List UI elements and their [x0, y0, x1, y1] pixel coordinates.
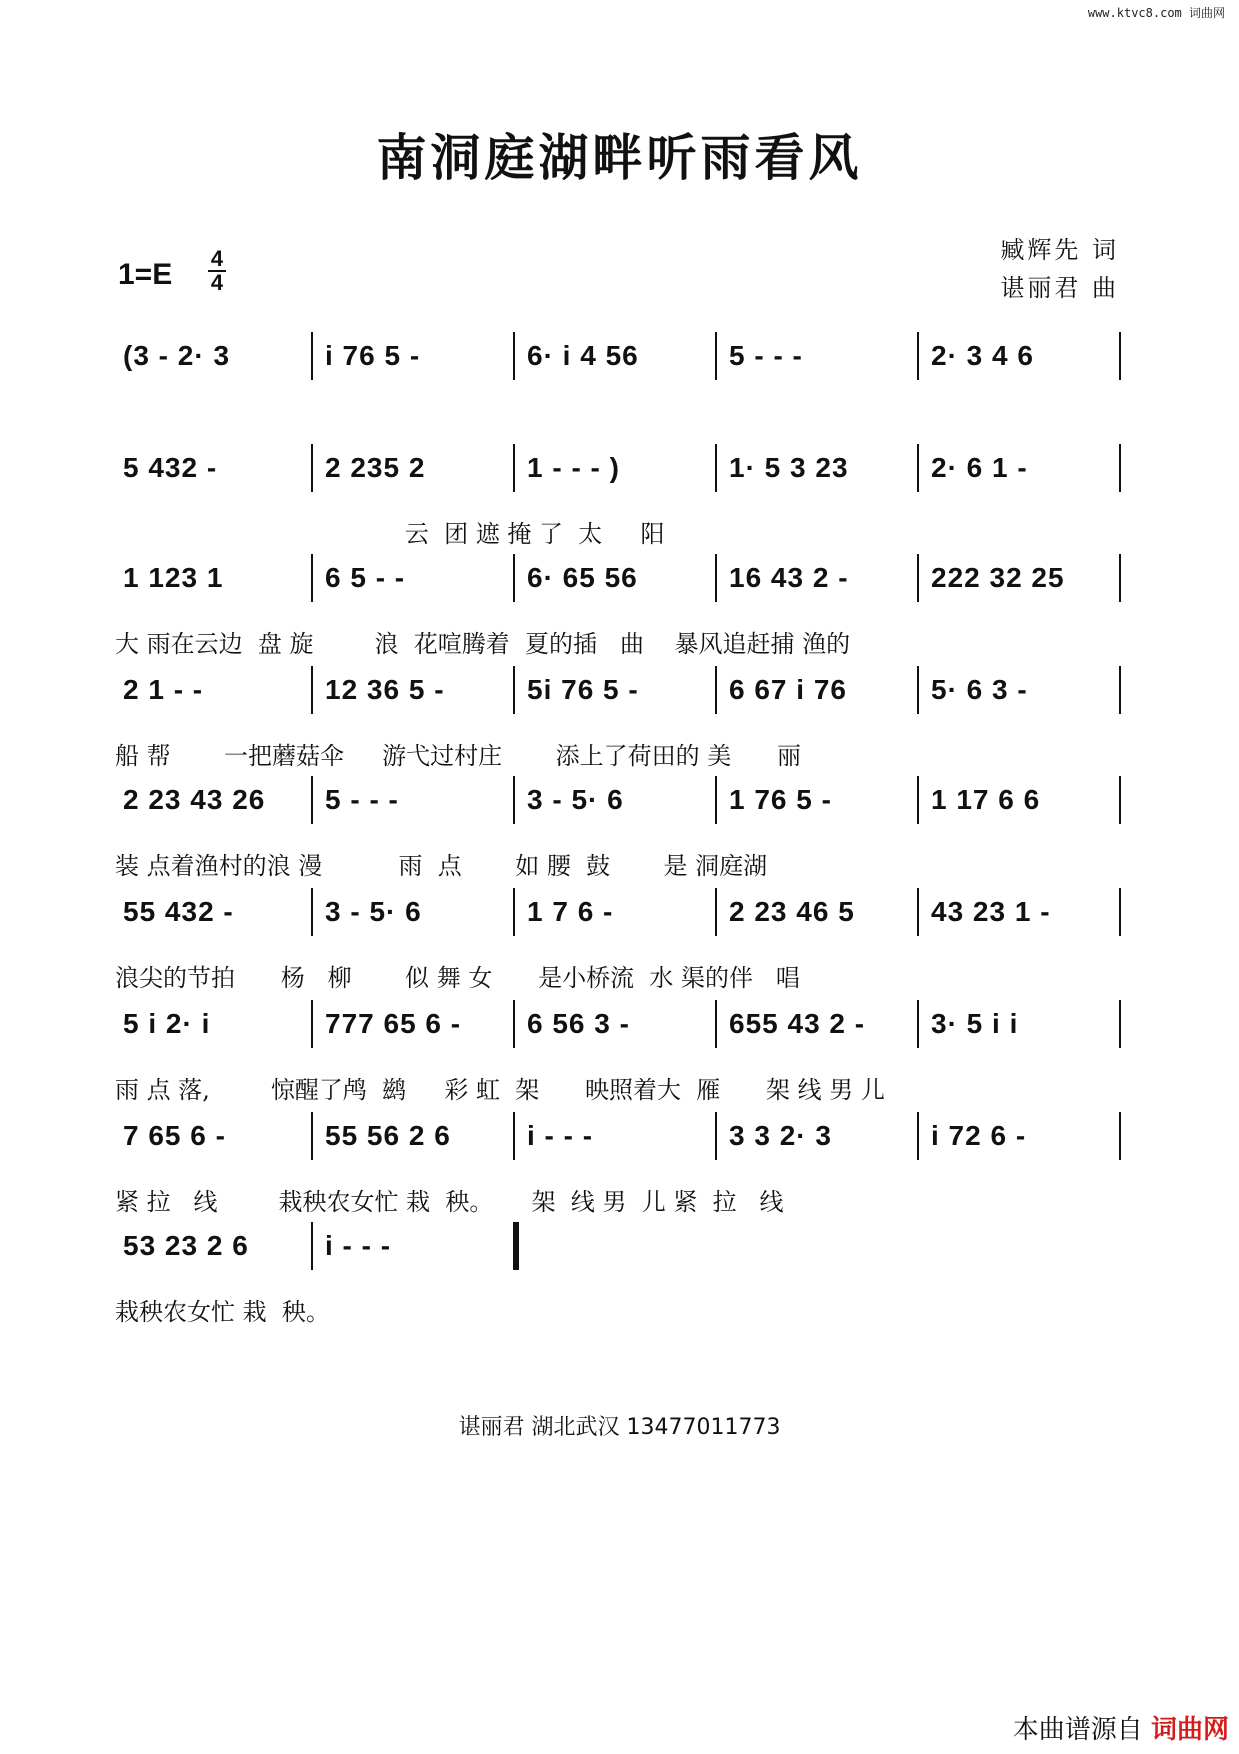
source-prefix: 本曲谱源自 — [1012, 1715, 1143, 1745]
score-row — [115, 442, 1125, 552]
score-row — [115, 1110, 1125, 1220]
measure: 7 65 6 - — [123, 1120, 226, 1151]
source-brand: 词曲网 — [1150, 1715, 1229, 1745]
barline — [917, 888, 919, 936]
measure: 2 235 2 — [325, 452, 426, 483]
barline — [715, 444, 717, 492]
measure: 6 56 3 - — [527, 1008, 630, 1039]
lyric-line: 紧 拉 线 栽秧农女忙 栽 秧。 架 线 男 儿 紧 拉 线 — [115, 1188, 784, 1216]
score-row — [115, 886, 1125, 996]
measure: 6· i 4 56 — [527, 340, 639, 371]
barline — [715, 666, 717, 714]
barline — [311, 444, 313, 492]
measure: 1 - - - ) — [527, 452, 620, 483]
lyric-line: 浪尖的节拍 杨 柳 似 舞 女 是小桥流 水 渠的伴 唱 — [115, 964, 800, 992]
barline — [513, 1000, 515, 1048]
barline — [1119, 444, 1121, 492]
lyric-line: 栽秧农女忙 栽 秧。 — [115, 1298, 330, 1326]
barline — [715, 1112, 717, 1160]
score-row — [115, 774, 1125, 884]
lyric-line: 船 帮 一把蘑菇伞 游弋过村庄 添上了荷田的 美 丽 — [115, 742, 801, 770]
measure: 1 123 1 — [123, 562, 224, 593]
barline — [1119, 666, 1121, 714]
barline — [1119, 1112, 1121, 1160]
lyricist-credit: 臧辉先 词 — [1000, 236, 1119, 264]
score-row — [115, 330, 1125, 440]
composer-credit: 谌丽君 曲 — [1000, 274, 1119, 302]
barline — [311, 888, 313, 936]
barline — [513, 554, 515, 602]
score-row — [115, 998, 1125, 1108]
measure: 2· 3 4 6 — [931, 340, 1034, 371]
measure: 777 65 6 - — [325, 1008, 462, 1039]
barline — [311, 1112, 313, 1160]
barline — [311, 332, 313, 380]
lyric-line: 云 团 遮 掩 了 太 阳 — [115, 520, 665, 548]
measure: 222 32 25 — [931, 562, 1065, 593]
measure: i - - - — [527, 1120, 594, 1151]
measure: 6 67 i 76 — [729, 674, 847, 705]
notation-line — [115, 552, 1125, 608]
barline — [715, 776, 717, 824]
measure: 55 432 - — [123, 896, 234, 927]
measure: 1· 5 3 23 — [729, 452, 849, 483]
measure: 6· 65 56 — [527, 562, 638, 593]
measure: i - - - — [325, 1230, 392, 1261]
notation-line — [115, 1110, 1125, 1166]
notation-line — [115, 774, 1125, 830]
song-title: 南洞庭湖畔听雨看风 — [376, 128, 863, 187]
barline — [311, 666, 313, 714]
score-row — [115, 1220, 1125, 1330]
measure: 2 23 43 26 — [123, 784, 266, 815]
barline — [715, 1000, 717, 1048]
barline — [513, 332, 515, 380]
measure: 43 23 1 - — [931, 896, 1051, 927]
notation-line — [115, 330, 1125, 386]
time-sig-top: 4 — [210, 246, 224, 271]
score-row — [115, 552, 1125, 662]
barline — [513, 888, 515, 936]
barline — [1119, 1000, 1121, 1048]
barline — [715, 332, 717, 380]
measure: 2· 6 1 - — [931, 452, 1028, 483]
barline — [1119, 554, 1121, 602]
measure: 3· 5 i i — [931, 1008, 1019, 1039]
measure: 3 3 2· 3 — [729, 1120, 832, 1151]
lyric-line: 雨 点 落, 惊醒了鸬 鹚 彩 虹 架 映照着大 雁 架 线 男 儿 — [115, 1076, 885, 1104]
barline — [311, 554, 313, 602]
barline — [311, 776, 313, 824]
source-credit — [1013, 1709, 1229, 1746]
measure: 655 43 2 - — [729, 1008, 866, 1039]
measure: 2 23 46 5 — [729, 896, 855, 927]
barline — [917, 332, 919, 380]
lyric-line — [115, 402, 1125, 438]
measure: 5 i 2· i — [123, 1008, 211, 1039]
lyric-line: 大 雨在云边 盘 旋 浪 花喧腾着 夏的插 曲 暴风追赶捕 渔的 — [115, 630, 851, 658]
measure: 2 1 - - — [123, 674, 204, 705]
barline — [917, 1112, 919, 1160]
measure: 5i 76 5 - — [527, 674, 639, 705]
measure: 5 432 - — [123, 452, 218, 483]
notation-line — [115, 1220, 1125, 1276]
barline — [513, 444, 515, 492]
notation-line — [115, 886, 1125, 942]
lyric-line: 装 点着渔村的浪 漫 雨 点 如 腰 鼓 是 洞庭湖 — [115, 852, 768, 880]
measure: 5 - - - — [729, 340, 803, 371]
measure: 6 5 - - — [325, 562, 406, 593]
score-row — [115, 664, 1125, 774]
barline — [917, 666, 919, 714]
barline — [1119, 332, 1121, 380]
final-barline — [513, 1222, 519, 1270]
key-signature: 1=E — [118, 258, 173, 291]
measure: 1 76 5 - — [729, 784, 832, 815]
barline — [513, 1112, 515, 1160]
measure: 55 56 2 6 — [325, 1120, 451, 1151]
notation-line — [115, 998, 1125, 1054]
measure: i 72 6 - — [931, 1120, 1027, 1151]
measure: 53 23 2 6 — [123, 1230, 249, 1261]
measure: 1 17 6 6 — [931, 784, 1041, 815]
barline — [917, 554, 919, 602]
barline — [917, 444, 919, 492]
barline — [311, 1222, 313, 1270]
barline — [311, 1000, 313, 1048]
measure: 16 43 2 - — [729, 562, 849, 593]
measure: 3 - 5· 6 — [527, 784, 624, 815]
barline — [715, 888, 717, 936]
barline — [1119, 776, 1121, 824]
site-watermark: www.ktvc8.com 词曲网 — [1087, 6, 1225, 20]
barline — [715, 554, 717, 602]
measure: 5 - - - — [325, 784, 399, 815]
contact-footer: 谌丽君 湖北武汉 13477011773 — [458, 1415, 781, 1440]
measure: 3 - 5· 6 — [325, 896, 422, 927]
barline — [513, 776, 515, 824]
measure: 12 36 5 - — [325, 674, 445, 705]
notation-line — [115, 442, 1125, 498]
measure: i 76 5 - — [325, 340, 421, 371]
measure: (3 - 2· 3 — [123, 340, 231, 371]
time-signature — [206, 248, 228, 294]
barline — [1119, 888, 1121, 936]
barline — [513, 666, 515, 714]
measure: 1 7 6 - — [527, 896, 614, 927]
time-sig-bottom: 4 — [210, 270, 224, 295]
barline — [917, 1000, 919, 1048]
measure: 5· 6 3 - — [931, 674, 1028, 705]
barline — [917, 776, 919, 824]
notation-line — [115, 664, 1125, 720]
